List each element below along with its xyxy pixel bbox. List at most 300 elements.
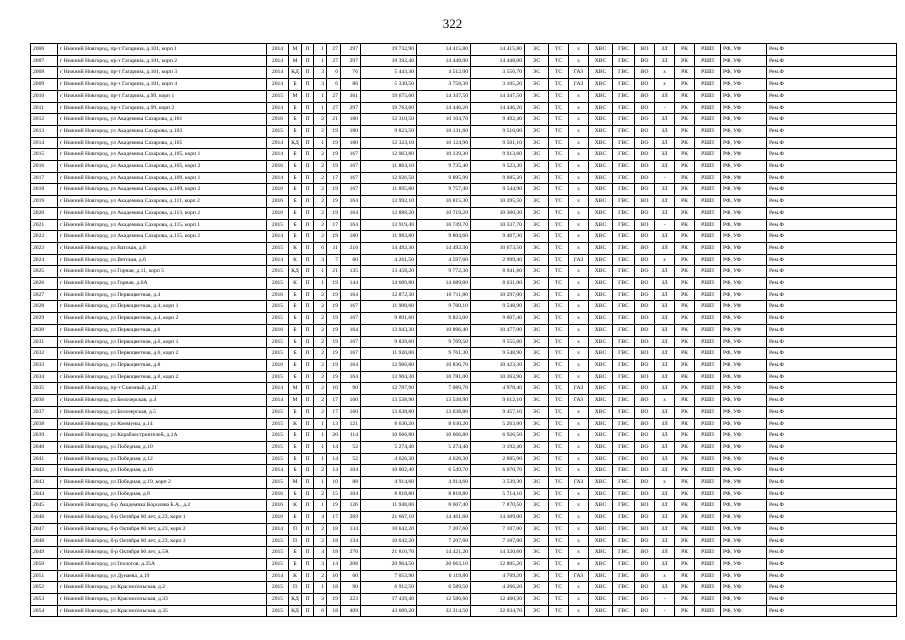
table-row [31, 324, 897, 336]
living-area-cell: 10 139,30 [417, 149, 471, 161]
service-vo-cell: ВО [635, 547, 655, 559]
table-row [31, 184, 897, 196]
service-es-cell: ЭС [525, 149, 549, 161]
service-zl-cell: ЗЛ [655, 512, 675, 524]
floors-cell: 14 [327, 465, 341, 477]
floors-cell: 19 [327, 348, 341, 360]
residential-area-cell: 14 446,20 [471, 102, 525, 114]
service-rshp-cell: РШП [695, 418, 721, 430]
repair-fund-cell: Рем.Ф [767, 79, 897, 91]
address-cell: г Нижний Новгород, ул Академика Сахарова, д.105, корп 2 [58, 161, 267, 173]
category-cell: К [289, 242, 302, 254]
fund-type-cell: РФ, УФ [721, 172, 767, 184]
service-hvs-cell: ХВС [589, 254, 613, 266]
service-gvs-cell: ГВС [613, 418, 635, 430]
table-row [31, 149, 897, 161]
row-number-cell: 2033 [31, 359, 58, 371]
table-row [31, 102, 897, 114]
repair-fund-cell: Рем.Ф [767, 324, 897, 336]
floors-cell: 19 [327, 301, 341, 313]
material-cell: П [302, 79, 314, 91]
repair-fund-cell: Рем.Ф [767, 395, 897, 407]
service-rshp-cell: РШП [695, 278, 721, 290]
material-cell: П [302, 44, 314, 56]
service-hvs-cell: ХВС [589, 441, 613, 453]
service-gas-cell: х [569, 196, 589, 208]
address-cell: г Нижний Новгород, ул Академика Сахарова, д.115, корп 1 [58, 219, 267, 231]
entrances-cell: 1 [314, 477, 327, 489]
material-cell: П [302, 465, 314, 477]
apartments-cell: 167 [341, 172, 361, 184]
service-rk-cell: РК [675, 219, 695, 231]
year-cell: 2015 [267, 219, 289, 231]
service-gas-cell: х [569, 219, 589, 231]
service-gas-cell: х [569, 336, 589, 348]
fund-type-cell: РФ, УФ [721, 231, 767, 243]
service-zl-cell: ЗЛ [655, 44, 675, 56]
living-area-cell: 6 549,70 [417, 465, 471, 477]
living-area-cell: 14 461,60 [417, 512, 471, 524]
residential-area-cell: 2 885,90 [471, 453, 525, 465]
service-gas-cell: х [569, 149, 589, 161]
year-cell: 2016 [267, 359, 289, 371]
table-row [31, 161, 897, 173]
service-rk-cell: РК [675, 512, 695, 524]
service-gas-cell: х [569, 172, 589, 184]
service-hvs-cell: ХВС [589, 44, 613, 56]
service-vo-cell: ВО [635, 125, 655, 137]
living-area-cell: 10 711,80 [417, 289, 471, 301]
repair-fund-cell: Рем.Ф [767, 348, 897, 360]
service-rk-cell: РК [675, 324, 695, 336]
table-row [31, 477, 897, 489]
repair-fund-cell: Рем.Ф [767, 418, 897, 430]
service-zl-cell: ЗЛ [655, 266, 675, 278]
row-number-cell: 2054 [31, 605, 58, 617]
address-cell: г Нижний Новгород, ул Ветская, д.6 [58, 254, 267, 266]
apartments-cell: 180 [341, 114, 361, 126]
service-hvs-cell: ХВС [589, 219, 613, 231]
living-area-cell: 10 815,30 [417, 196, 471, 208]
entrances-cell: 3 [314, 79, 327, 91]
row-number-cell: 2040 [31, 441, 58, 453]
service-rshp-cell: РШП [695, 500, 721, 512]
total-area-cell: 10 002,40 [361, 465, 417, 477]
service-rshp-cell: РШП [695, 406, 721, 418]
service-zl-cell: - [655, 102, 675, 114]
address-cell: г Нижний Новгород, ул Академика Сахарова, д.105, корп 1 [58, 149, 267, 161]
service-es-cell: ЭС [525, 570, 549, 582]
service-ts-cell: ТС [549, 289, 569, 301]
repair-fund-cell: Рем.Ф [767, 55, 897, 67]
address-cell: г Нижний Новгород, пр-т Гагарина, д.101, корп 4 [58, 79, 267, 91]
year-cell: 2016 [267, 114, 289, 126]
service-ts-cell: ТС [549, 313, 569, 325]
year-cell: 2015 [267, 441, 289, 453]
repair-fund-cell: Рем.Ф [767, 219, 897, 231]
total-area-cell: 5 274,40 [361, 441, 417, 453]
row-number-cell: 2038 [31, 418, 58, 430]
service-es-cell: ЭС [525, 582, 549, 594]
entrances-cell: 2 [314, 359, 327, 371]
floors-cell: 19 [327, 324, 341, 336]
living-area-cell: 9 823,00 [417, 313, 471, 325]
floors-cell: 19 [327, 359, 341, 371]
residential-area-cell: 14 309,00 [471, 512, 525, 524]
row-number-cell: 2047 [31, 523, 58, 535]
residential-area-cell: 4 769,20 [471, 570, 525, 582]
row-number-cell: 2028 [31, 301, 58, 313]
repair-fund-cell: Рем.Ф [767, 289, 897, 301]
service-ts-cell: ТС [549, 418, 569, 430]
service-zl-cell: ЗЛ [655, 500, 675, 512]
living-area-cell: 6 589,50 [417, 582, 471, 594]
repair-fund-cell: Рем.Ф [767, 44, 897, 56]
entrances-cell: 2 [314, 196, 327, 208]
repair-fund-cell: Рем.Ф [767, 90, 897, 102]
service-rk-cell: РК [675, 184, 695, 196]
living-area-cell: 3 758,30 [417, 79, 471, 91]
row-number-cell: 2029 [31, 313, 58, 325]
material-cell: П [302, 219, 314, 231]
service-rk-cell: РК [675, 418, 695, 430]
service-zl-cell: ЗЛ [655, 523, 675, 535]
service-rk-cell: РК [675, 500, 695, 512]
floors-cell: 17 [327, 395, 341, 407]
service-es-cell: ЭС [525, 266, 549, 278]
service-ts-cell: ТС [549, 605, 569, 617]
service-vo-cell: ВО [635, 231, 655, 243]
repair-fund-cell: Рем.Ф [767, 406, 897, 418]
row-number-cell: 2045 [31, 500, 58, 512]
service-gvs-cell: ГВС [613, 324, 635, 336]
service-gas-cell: х [569, 231, 589, 243]
service-ts-cell: ТС [549, 453, 569, 465]
material-cell: П [302, 137, 314, 149]
floors-cell: 19 [327, 289, 341, 301]
service-rshp-cell: РШП [695, 102, 721, 114]
service-zl-cell: ЗЛ [655, 161, 675, 173]
year-cell: 2015 [267, 266, 289, 278]
residential-area-cell: 5 714,10 [471, 488, 525, 500]
floors-cell: 6 [327, 67, 341, 79]
service-vo-cell: ВО [635, 55, 655, 67]
total-area-cell: 12 323,10 [361, 137, 417, 149]
entrances-cell: 3 [314, 558, 327, 570]
category-cell: Б [289, 313, 302, 325]
address-cell: г Нижний Новгород, пр-т Гагарина, д.99, корп 1 [58, 90, 267, 102]
service-vo-cell: ВО [635, 430, 655, 442]
total-area-cell: 12 872,30 [361, 289, 417, 301]
service-gvs-cell: ГВС [613, 359, 635, 371]
service-ts-cell: ТС [549, 594, 569, 606]
service-gvs-cell: ГВС [613, 125, 635, 137]
apartments-cell: 180 [341, 137, 361, 149]
service-zl-cell: ЗЛ [655, 242, 675, 254]
service-gas-cell: х [569, 512, 589, 524]
living-area-cell: 9 761,30 [417, 348, 471, 360]
service-ts-cell: ТС [549, 125, 569, 137]
service-rk-cell: РК [675, 289, 695, 301]
address-cell: г Нижний Новгород, ул Красносельская, д.2 [58, 582, 267, 594]
floors-cell: 10 [327, 383, 341, 395]
fund-type-cell: РФ, УФ [721, 301, 767, 313]
service-gas-cell: х [569, 90, 589, 102]
service-zl-cell: - [655, 605, 675, 617]
service-gvs-cell: ГВС [613, 535, 635, 547]
service-rshp-cell: РШП [695, 231, 721, 243]
entrances-cell: 2 [314, 172, 327, 184]
service-gas-cell: х [569, 558, 589, 570]
service-rk-cell: РК [675, 137, 695, 149]
service-gvs-cell: ГВС [613, 465, 635, 477]
residential-area-cell: 9 607,40 [471, 313, 525, 325]
service-ts-cell: ТС [549, 430, 569, 442]
year-cell: 2015 [267, 242, 289, 254]
service-vo-cell: ВО [635, 324, 655, 336]
entrances-cell: 2 [314, 570, 327, 582]
living-area-cell: 10 131,60 [417, 125, 471, 137]
category-cell: КД [289, 605, 302, 617]
category-cell: П [289, 582, 302, 594]
service-rshp-cell: РШП [695, 582, 721, 594]
service-ts-cell: ТС [549, 465, 569, 477]
repair-fund-cell: Рем.Ф [767, 441, 897, 453]
row-number-cell: 2048 [31, 535, 58, 547]
category-cell: Б [289, 231, 302, 243]
service-ts-cell: ТС [549, 371, 569, 383]
category-cell: Б [289, 453, 302, 465]
material-cell: П [302, 336, 314, 348]
repair-fund-cell: Рем.Ф [767, 172, 897, 184]
residential-area-cell: 14 347,50 [471, 90, 525, 102]
fund-type-cell: РФ, УФ [721, 324, 767, 336]
table-row [31, 313, 897, 325]
residential-area-cell: 10 477,00 [471, 324, 525, 336]
living-area-cell: 4 597,60 [417, 254, 471, 266]
total-area-cell: 12 026,50 [361, 172, 417, 184]
entrances-cell: 2 [314, 523, 327, 535]
service-gas-cell: х [569, 594, 589, 606]
address-cell: г Нижний Новгород, ул Академика Сахарова, д.109, корп 1 [58, 172, 267, 184]
living-area-cell: 5 274,40 [417, 441, 471, 453]
residential-area-cell: 9 548,90 [471, 348, 525, 360]
year-cell: 2014 [267, 149, 289, 161]
service-zl-cell: ЗЛ [655, 184, 675, 196]
service-gvs-cell: ГВС [613, 570, 635, 582]
fund-type-cell: РФ, УФ [721, 278, 767, 290]
residential-area-cell: 9 544,90 [471, 184, 525, 196]
service-hvs-cell: ХВС [589, 278, 613, 290]
service-ts-cell: ТС [549, 582, 569, 594]
service-zl-cell: х [655, 254, 675, 266]
service-hvs-cell: ХВС [589, 313, 613, 325]
service-zl-cell: ЗЛ [655, 535, 675, 547]
table-row [31, 79, 897, 91]
year-cell: 2015 [267, 558, 289, 570]
repair-fund-cell: Рем.Ф [767, 477, 897, 489]
service-gvs-cell: ГВС [613, 348, 635, 360]
year-cell: 2015 [267, 605, 289, 617]
total-area-cell: 14 492,30 [361, 242, 417, 254]
service-vo-cell: ВО [635, 477, 655, 489]
residential-area-cell: 9 523,30 [471, 161, 525, 173]
year-cell: 2014 [267, 102, 289, 114]
service-vo-cell: ВО [635, 441, 655, 453]
service-rk-cell: РК [675, 523, 695, 535]
repair-fund-cell: Рем.Ф [767, 184, 897, 196]
service-rk-cell: РК [675, 172, 695, 184]
fund-type-cell: РФ, УФ [721, 570, 767, 582]
living-area-cell: 10 666,80 [417, 430, 471, 442]
address-cell: г Нижний Новгород, б-р Октября 60 лет, д.23, корп 2 [58, 523, 267, 535]
service-es-cell: ЭС [525, 430, 549, 442]
apartments-cell: 216 [341, 242, 361, 254]
service-hvs-cell: ХВС [589, 90, 613, 102]
service-es-cell: ЭС [525, 55, 549, 67]
apartments-cell: 104 [341, 465, 361, 477]
service-es-cell: ЭС [525, 289, 549, 301]
category-cell: П [289, 535, 302, 547]
service-zl-cell: - [655, 219, 675, 231]
table-row [31, 371, 897, 383]
service-hvs-cell: ХВС [589, 172, 613, 184]
service-gas-cell: х [569, 348, 589, 360]
material-cell: П [302, 371, 314, 383]
material-cell: П [302, 582, 314, 594]
service-gas-cell: х [569, 500, 589, 512]
floors-cell: 19 [327, 594, 341, 606]
service-gvs-cell: ГВС [613, 79, 635, 91]
year-cell: 2016 [267, 512, 289, 524]
service-gas-cell: х [569, 547, 589, 559]
service-rshp-cell: РШП [695, 605, 721, 617]
year-cell: 2014 [267, 570, 289, 582]
service-rshp-cell: РШП [695, 570, 721, 582]
fund-type-cell: РФ, УФ [721, 266, 767, 278]
entrances-cell: 2 [314, 219, 327, 231]
service-ts-cell: ТС [549, 137, 569, 149]
service-rk-cell: РК [675, 441, 695, 453]
service-zl-cell: ЗЛ [655, 441, 675, 453]
service-rshp-cell: РШП [695, 125, 721, 137]
apartments-cell: 223 [341, 594, 361, 606]
service-gvs-cell: ГВС [613, 406, 635, 418]
total-area-cell: 43 689,20 [361, 605, 417, 617]
repair-fund-cell: Рем.Ф [767, 465, 897, 477]
living-area-cell: 7 207,60 [417, 535, 471, 547]
service-rshp-cell: РШП [695, 90, 721, 102]
service-ts-cell: ТС [549, 242, 569, 254]
address-cell: г Нижний Новгород, б-р Октября 60 лет, д.23, корп 3 [58, 535, 267, 547]
total-area-cell: 21 816,70 [361, 547, 417, 559]
fund-type-cell: РФ, УФ [721, 184, 767, 196]
address-cell: г Нижний Новгород, пр-т Гагарина, д.101, корп 2 [58, 55, 267, 67]
row-number-cell: 2012 [31, 114, 58, 126]
service-rk-cell: РК [675, 477, 695, 489]
service-vo-cell: ВО [635, 79, 655, 91]
service-zl-cell: ЗЛ [655, 207, 675, 219]
service-rk-cell: РК [675, 453, 695, 465]
entrances-cell: 2 [314, 324, 327, 336]
service-hvs-cell: ХВС [589, 324, 613, 336]
year-cell: 2014 [267, 79, 289, 91]
service-ts-cell: ТС [549, 219, 569, 231]
service-rk-cell: РК [675, 207, 695, 219]
service-ts-cell: ТС [549, 114, 569, 126]
residential-area-cell: 8 631,00 [471, 278, 525, 290]
table-row [31, 336, 897, 348]
service-vo-cell: ВО [635, 371, 655, 383]
residential-area-cell: 10 673,50 [471, 242, 525, 254]
living-area-cell: 4 512,00 [417, 67, 471, 79]
service-gas-cell: х [569, 125, 589, 137]
living-area-cell: 8 630,20 [417, 418, 471, 430]
address-cell: г Нижний Новгород, ул Дунаева, д.19 [58, 570, 267, 582]
service-hvs-cell: ХВС [589, 582, 613, 594]
service-rshp-cell: РШП [695, 67, 721, 79]
living-area-cell: 4 626,30 [417, 453, 471, 465]
entrances-cell: 2 [314, 149, 327, 161]
apartments-cell: 164 [341, 289, 361, 301]
table-row [31, 453, 897, 465]
row-number-cell: 2020 [31, 207, 58, 219]
service-rshp-cell: РШП [695, 149, 721, 161]
service-gvs-cell: ГВС [613, 102, 635, 114]
material-cell: П [302, 313, 314, 325]
service-gas-cell: х [569, 535, 589, 547]
category-cell: Б [289, 161, 302, 173]
service-gas-cell: х [569, 44, 589, 56]
entrances-cell: 2 [314, 231, 327, 243]
service-gas-cell: х [569, 313, 589, 325]
floors-cell: 19 [327, 207, 341, 219]
entrances-cell: 2 [314, 289, 327, 301]
service-ts-cell: ТС [549, 55, 569, 67]
service-ts-cell: ТС [549, 336, 569, 348]
page-number: 322 [442, 16, 463, 31]
service-gas-cell: х [569, 441, 589, 453]
service-es-cell: ЭС [525, 605, 549, 617]
apartments-cell: 167 [341, 301, 361, 313]
row-number-cell: 2031 [31, 336, 58, 348]
material-cell: П [302, 55, 314, 67]
service-ts-cell: ТС [549, 149, 569, 161]
service-hvs-cell: ХВС [589, 125, 613, 137]
service-es-cell: ЭС [525, 395, 549, 407]
category-cell: К [289, 500, 302, 512]
address-cell: г Нижний Новгород, ул Геологов, д.25А [58, 558, 267, 570]
total-area-cell: 19 675,60 [361, 90, 417, 102]
apartments-cell: 164 [341, 371, 361, 383]
table-row [31, 359, 897, 371]
service-rk-cell: РК [675, 547, 695, 559]
row-number-cell: 2017 [31, 172, 58, 184]
category-cell: Б [289, 430, 302, 442]
service-hvs-cell: ХВС [589, 102, 613, 114]
service-ts-cell: ТС [549, 102, 569, 114]
table-row [31, 254, 897, 266]
residential-area-cell: 7 107,00 [471, 523, 525, 535]
floors-cell: 11 [327, 242, 341, 254]
residential-area-cell: 8 041,60 [471, 266, 525, 278]
service-rshp-cell: РШП [695, 254, 721, 266]
year-cell: 2014 [267, 254, 289, 266]
living-area-cell: 20 663,10 [417, 558, 471, 570]
category-cell: КД [289, 137, 302, 149]
fund-type-cell: РФ, УФ [721, 418, 767, 430]
living-area-cell: 14 347,50 [417, 90, 471, 102]
